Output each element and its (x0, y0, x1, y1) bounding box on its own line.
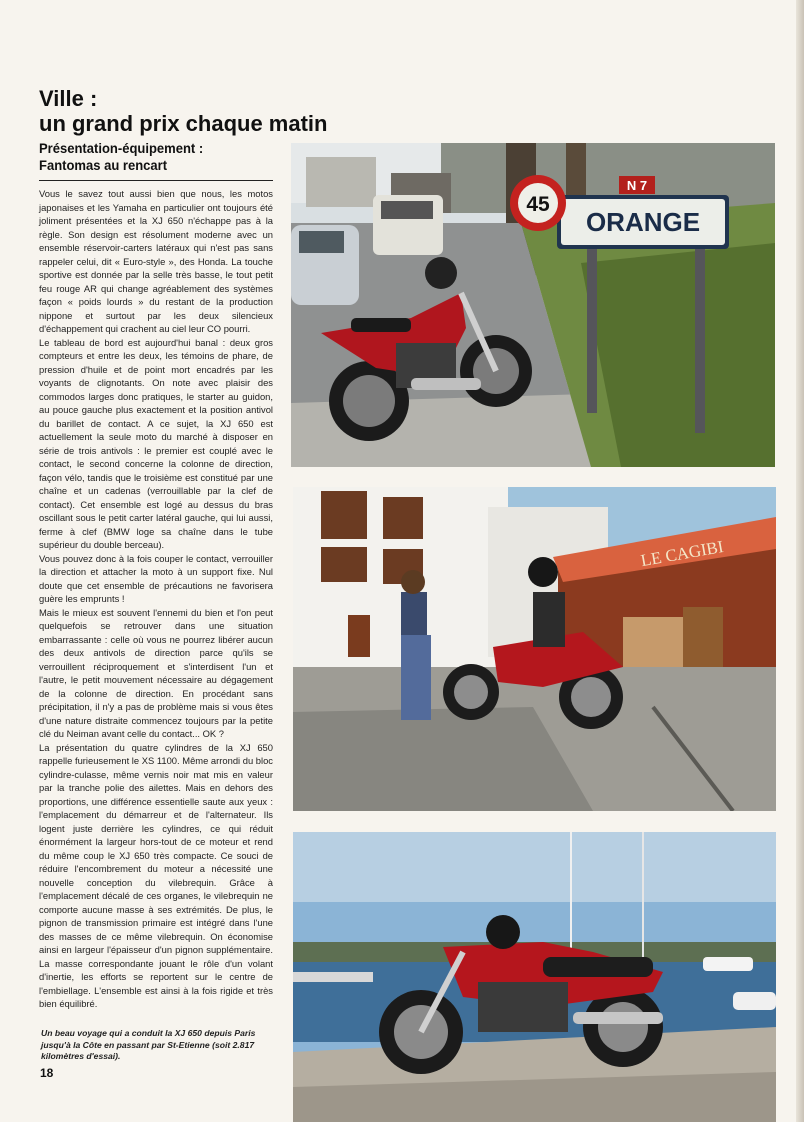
speed-limit-text: 45 (526, 193, 550, 216)
photo-le-cagibi (293, 487, 776, 811)
headline-line-1: Ville : (39, 86, 98, 111)
body-paragraph: Mais le mieux est souvent l'ennemi du bien et l'on peut quelquefois se retrouver dans une situation embarrassante : celle où vous ne pourrez libérer aucun des deux antivols de direction parce qu'ils se verrouillent réciproquement et s'interdisent l'un et l'autre, le petit mouvement nécessaire au dégagement de la colonne de direction. En procédant sans précipitation, il n'y a pas de problème mais si vous êtes d'une nature distraite commencez toujours par la petite clé du Neiman avant celle du contact... OK ? (39, 606, 273, 739)
awning-text: LE CAGIBI (639, 536, 725, 571)
subhead-line-2: Fantomas au rencart (39, 157, 168, 173)
road-number-text: N 7 (626, 178, 648, 193)
page-number: 18 (40, 1066, 54, 1080)
page-title (39, 86, 369, 136)
body-paragraph: Vous pouvez donc à la fois couper le contact, verrouiller la direction et attacher la moto à un support fixe. Nul doute que cet ensemble de précautions ne favorisera guère les emprunts ! (39, 552, 273, 604)
body-paragraph: Le tableau de bord est aujourd'hui banal : deux gros compteurs et entre les deux, les témoins de phare, de pression d'huile et de point mort encadrés par les voyants de clignotants. On note avec plaisir des commodos larges donc pratiques, le starter au guidon, au pouce gauche plus exactement et la position antivol du barillet de contact. A ce sujet, la XJ 650 est actuellement la seule moto du marché à disposer en série de trois antivols : le premier est couplé avec le contact, le second concerne la colonne de direction, façon vélo, tandis que le troisième est constitué par une chaîne et un cadenas (verrouillable par la clef de contact). Cet ensemble est logé au dessus du bras oscillant sous le petit carter latéral gauche, qui lui aussi, ferme à clef (BMW loge sa chaîne dans le tube supérieur du double berceau). (39, 336, 273, 550)
orange-sign-text: ORANGE (585, 207, 701, 237)
divider (39, 180, 273, 181)
subhead-line-1: Présentation-équipement : (39, 140, 204, 156)
page-edge (796, 0, 804, 1122)
body-paragraph: La présentation du quatre cylindres de la XJ 650 rappelle furieusement le XS 1100. Même arrondi du bloc cylindre-culasse, même vernis noir mat mis en valeur par la tranche polie des ailettes. Mais en dehors des proportions, une différence essentielle saute aux yeux : l'emplacement du démarreur et de l'alternateur. Ils logent juste derrière les cylindres, ce qui réduit énormément la largeur hors-tout de ce moteur et rend du même coup le XJ 650 très compacte. Ce souci de réduire l'encombrement du moteur a nécessité une nouvelle conception du vilebrequin. Grâce à l'emplacement décalé de ces organes, le vilebrequin ne comporte aucune masse à ses extrémités. De plus, le pignon de transmission primaire est intégré dans l'une des masses de ce même vilebrequin. On économise ainsi en largeur l'épaisseur d'un pignon supplémentaire. La masse correspondante jouant le rôle d'un volant d'inertie, les efforts se reportent sur le centre de l'embiellage. L'ensemble est ainsi à la fois rigide et très bien équilibré. (39, 741, 273, 1009)
subheading (39, 140, 281, 174)
body-paragraph: Vous le savez tout aussi bien que nous, les motos japonaises et les Yamaha en particulier ont toujours été joliment présentées et la XJ 650 n'échappe pas à la règle. Son design est résolument moderne avec un ensemble réservoir-carters latéraux qui n'est pas sans rappeler celui, dit « Euro-style », des Honda. La touche sportive est donnée par la selle très basse, le tout petit feu rouge AR qui change agréablement des systèmes façon « poids lourds » du restant de la production nippone et surtout par les deux silencieux d'échappement qui crachent au ciel leur CO pourri. (39, 188, 273, 334)
article-body (39, 187, 273, 1011)
photo-caption: Un beau voyage qui a conduit la XJ 650 depuis Paris jusqu'à la Côte en passant par St-Etienne (soit 2.817 kilomètres d'essai). (41, 1028, 256, 1061)
photo-harbour (293, 832, 776, 1122)
photo-orange-sign (291, 143, 775, 467)
headline-line-2: un grand prix chaque matin (39, 111, 328, 136)
